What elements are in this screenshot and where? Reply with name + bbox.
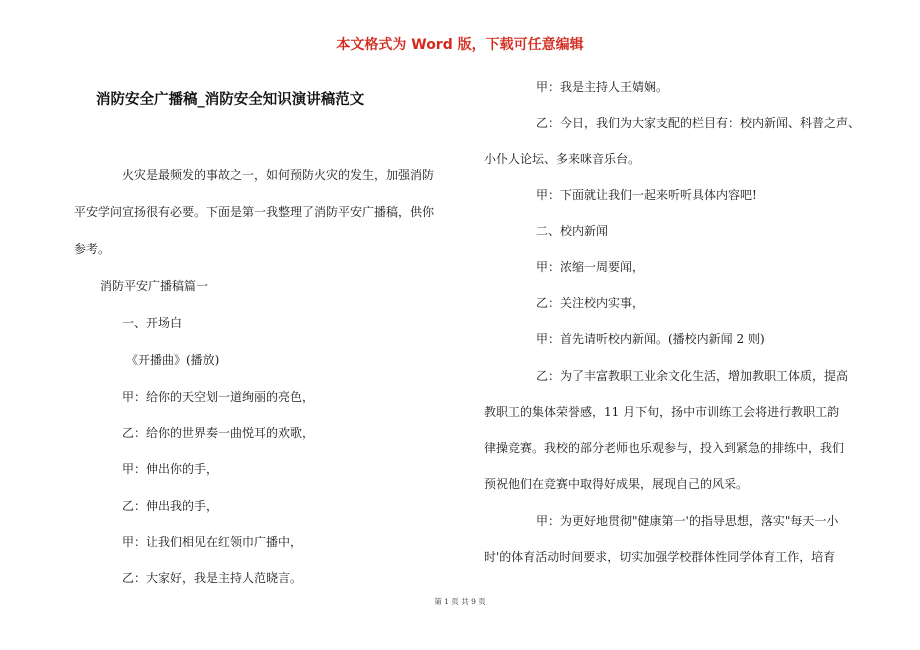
- paragraph-line: 时'的体育活动时间要求，切实加强学校群体性同学体育工作，培育: [484, 550, 836, 564]
- document-title: 消防安全广播稿_消防安全知识演讲稿范文: [96, 92, 365, 108]
- dialogue-line: 甲：首先请听校内新闻。(播校内新闻 2 则): [536, 332, 765, 346]
- dialogue-line: 甲：下面就让我们一起来听听具体内容吧!: [536, 188, 757, 202]
- paragraph-line: 平安学问宣扬很有必要。下面是第一我整理了消防平安广播稿，供你: [74, 205, 435, 219]
- dialogue-line: 乙：大家好，我是主持人范晓言。: [122, 571, 303, 585]
- dialogue-line: 乙：伸出我的手，: [122, 499, 219, 513]
- paragraph-line: 火灾是最频发的事故之一，如何预防火灾的发生，加强消防: [122, 168, 435, 182]
- dialogue-line: 甲：浓缩一周要闻，: [536, 260, 645, 274]
- subsection-heading: 一、开场白: [122, 316, 183, 330]
- paragraph-line: 教职工的集体荣誉感，11 月下旬，扬中市训练工会将进行教职工韵: [484, 405, 840, 419]
- subsection-heading: 二、校内新闻: [536, 224, 609, 238]
- dialogue-line: 乙：关注校内实事，: [536, 296, 645, 310]
- dialogue-line: 甲：我是主持人王婧娴。: [536, 80, 669, 94]
- download-banner: 本文格式为 Word 版，下载可任意编辑: [336, 37, 584, 53]
- paragraph-line: 律操竞赛。我校的部分老师也乐观参与，投入到紧急的排练中，我们: [484, 441, 845, 455]
- dialogue-line: 甲：伸出你的手，: [122, 462, 219, 476]
- dialogue-line: 甲：让我们相见在红领巾广播中，: [122, 535, 303, 549]
- paragraph-line: 《开播曲》(播放): [126, 353, 220, 367]
- dialogue-line: 甲：给你的天空划一道绚丽的亮色，: [122, 390, 315, 404]
- page-number: 第 1 页 共 9 页: [434, 597, 486, 606]
- section-heading: 消防平安广播稿篇一: [100, 279, 209, 293]
- paragraph-line: 参考。: [74, 242, 111, 256]
- paragraph-line: 预祝他们在竞赛中取得好成果，展现自己的风采。: [484, 477, 749, 491]
- dialogue-line: 乙：给你的世界奏一曲悦耳的欢歌，: [122, 426, 315, 440]
- dialogue-line: 甲：为更好地贯彻"健康第一'的指导思想，落实"每天一小: [536, 514, 839, 528]
- dialogue-line: 乙：为了丰富教职工业余文化生活，增加教职工体质，提高: [536, 369, 849, 383]
- dialogue-line: 乙：今日，我们为大家支配的栏目有：校内新闻、科普之声、: [536, 116, 861, 130]
- dialogue-line: 小仆人论坛、多来咪音乐台。: [484, 152, 641, 166]
